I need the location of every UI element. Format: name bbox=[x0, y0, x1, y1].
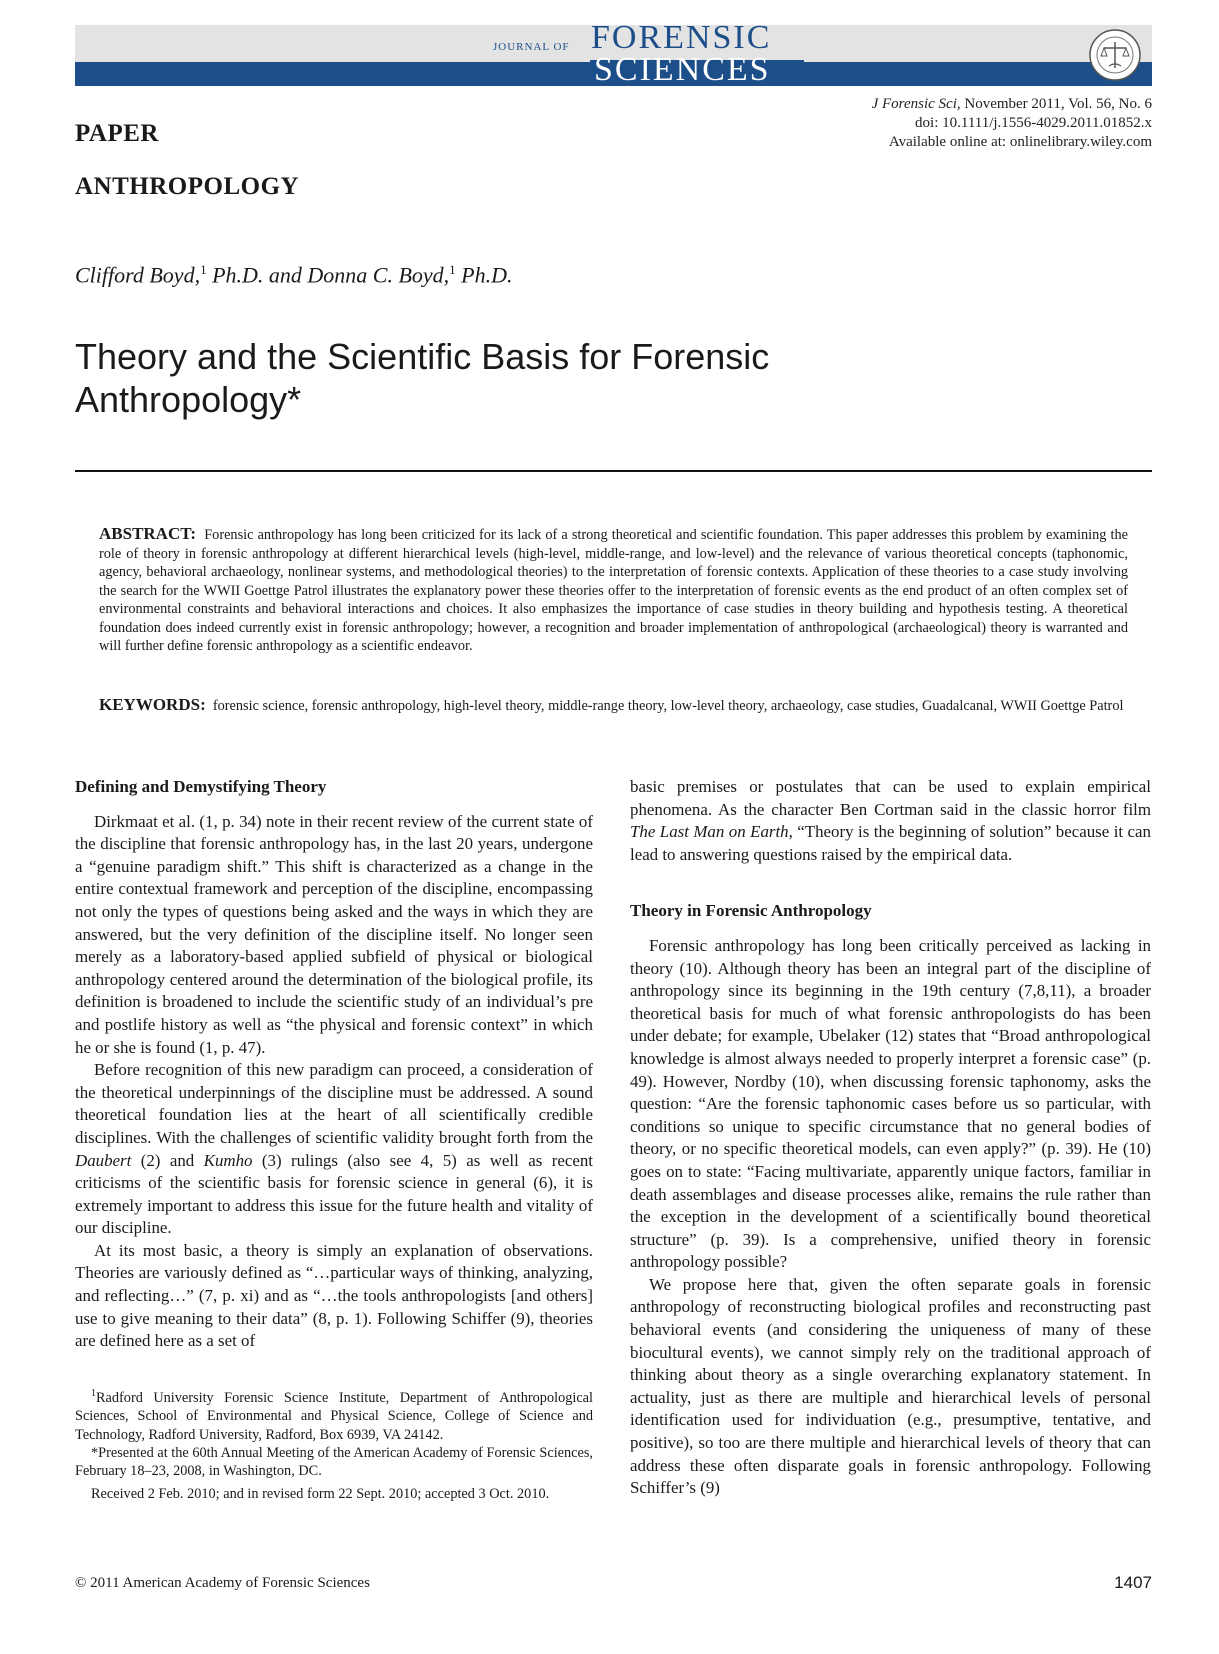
case-name-daubert: Daubert bbox=[75, 1150, 132, 1170]
abstract bbox=[99, 525, 1128, 656]
abstract-text: Forensic anthropology has long been criticized for its lack of a strong theoretical and scientific foundation. This paper addresses this problem by examining the role of theory in forensic anthropology at different hierarchical levels (high-level, middle-range, and low-level) and the relevance of various theoretical concepts (taphonomic, agency, behavioral archaeology, nonlinear systems, and methodological theories) to the interpretation of forensic contexts. Application of these theories to a case study involving the search for the WWII Goettge Patrol illustrates the explanatory power these theories offer to the interpretation of forensic events as the end product of an often complex set of environmental constraints and behavioral interactions and choices. It also emphasizes the importance of case studies in theory building and hypothesis testing. A theoretical foundation does indeed currently exist in forensic anthropology; however, a recognition and broader implementation of anthropological (archaeological) theory is warranted and will further define forensic anthropology as a scientific endeavor. bbox=[99, 527, 1128, 654]
paragraph-text: Before recognition of this new paradigm can proceed, a consideration of the theoretical underpinnings of the discipline must be addressed. A sound theoretical foundation lies at the heart of all scientifically credible disciplines. With the challenges of scientific validity brought forth from the bbox=[75, 1060, 593, 1147]
case-name-kumho: Kumho bbox=[203, 1150, 253, 1170]
paragraph-text: (3) rulings (also see 4, 5) as well as recent criticisms of the scientific basis for forensic science in general (6), it is extremely important to address this issue for the future health and vitality of our discipline. bbox=[75, 1150, 593, 1238]
keywords-label: KEYWORDS: bbox=[99, 695, 206, 714]
author-1-affiliation: 1 bbox=[200, 262, 207, 277]
body-column-right bbox=[630, 776, 1151, 1500]
paragraph: Dirkmaat et al. (1, p. 34) note in their recent review of the current state of the discipline that forensic anthropology has, in the last 20 years, undergone a “genuine paradigm shift.” This shift is characterized as a change in the entire contextual framework and perception of the discipline, encompassing not only the types of questions being asked and the ways in which they are answered, but the very definition of the discipline itself. No longer seen merely as a laboratory-based applied subfield of physical or biological anthropology centered around the determination of the biological profile, its definition is broadened to include the scientific study of an individual’s pre and postlife history as well as “the physical and forensic context” in which he or she is found (1, p. 47). bbox=[75, 811, 593, 1057]
author-2-affiliation: 1 bbox=[449, 262, 456, 277]
title-rule bbox=[75, 470, 1152, 472]
section-subtype: ANTHROPOLOGY bbox=[75, 173, 300, 200]
journal-word-forensic: FORENSIC bbox=[591, 19, 772, 56]
copyright: © 2011 American Academy of Forensic Sciences bbox=[75, 1575, 370, 1591]
citation-online: Available online at: onlinelibrary.wiley.com bbox=[888, 134, 1152, 150]
paragraph: We propose here that, given the often separate goals in forensic anthropology of reconstructing biological profiles and reconstructing past behavioral events (and considering the uniqueness of many of these biocultural events), we cannot simply rely on the traditional approach of thinking about theory as a single overarching explanatory statement. In actuality, just as there are multiple and hierarchical levels of personal identification used for individuation (e.g., presumptive, tentative, and positive), so too are there multiple and hierarchical levels of theory that can address these often disparate goals in forensic anthropology. Following Schiffer’s (9) bbox=[630, 1274, 1151, 1498]
body-column-left bbox=[75, 776, 593, 1353]
footnote-received: Received 2 Feb. 2010; and in revised form 22 Sept. 2010; accepted 3 Oct. 2010. bbox=[91, 1485, 550, 1502]
paragraph bbox=[75, 1059, 593, 1240]
paragraph-text: (2) and bbox=[131, 1150, 204, 1170]
abstract-label: ABSTRACT: bbox=[99, 524, 196, 543]
section-type: PAPER bbox=[75, 120, 159, 147]
keywords-text: forensic science, forensic anthropology, high-level theory, middle-range theory, low-level theory, archaeology, case studies, Guadalcanal, WWII Goettge Patrol bbox=[212, 698, 1124, 714]
paragraph bbox=[630, 776, 1151, 866]
author-1: Clifford Boyd, bbox=[75, 262, 201, 288]
journal-logo bbox=[415, 19, 815, 88]
paper-title: Theory and the Scientific Basis for Forensic Anthropology* bbox=[75, 336, 770, 420]
paragraph-text: , “Theory is the beginning of solution” because it can lead to answering questions raised by the empirical data. bbox=[630, 822, 1151, 864]
film-title: The Last Man on Earth bbox=[630, 822, 789, 842]
footnotes bbox=[75, 1385, 593, 1503]
footnote-text: Radford University Forensic Science Institute, Department of Anthropological Sciences, School of Environmental and Physical Science, College of Science and Technology, Radford University, Radford, Box 6939, VA 24142. bbox=[75, 1389, 593, 1443]
academy-seal-icon bbox=[1088, 28, 1142, 82]
citation-issue: November 2011, Vol. 56, No. 6 bbox=[960, 96, 1152, 112]
page-number: 1407 bbox=[1114, 1573, 1152, 1592]
citation-doi: doi: 10.1111/j.1556-4029.2011.01852.x bbox=[915, 115, 1152, 131]
keywords bbox=[99, 696, 1128, 716]
author-list bbox=[75, 262, 513, 288]
citation-journal: J Forensic Sci, bbox=[871, 96, 961, 112]
journal-word-sciences: SCIENCES bbox=[594, 51, 771, 88]
footnote-presented: *Presented at the 60th Annual Meeting of the American Academy of Forensic Sciences, February 18–23, 2008, in Washington, DC. bbox=[75, 1444, 593, 1480]
section-heading: Defining and Demystifying Theory bbox=[75, 777, 327, 796]
footnote-affiliation bbox=[75, 1385, 593, 1444]
paragraph-text: basic premises or postulates that can be used to explain empirical phenomena. As the character Ben Cortman said in the classic horror film bbox=[630, 777, 1151, 819]
section-heading: Theory in Forensic Anthropology bbox=[630, 901, 872, 921]
citation-block bbox=[872, 95, 1152, 152]
author-2: Ph.D. and Donna C. Boyd, bbox=[206, 262, 450, 288]
citation-journal-line bbox=[872, 95, 1152, 114]
journal-banner bbox=[75, 19, 1152, 88]
paragraph: Forensic anthropology has long been critically perceived as lacking in theory (10). Although theory has been an integral part of the discipline of anthropology since its beginning in the 19th century (7,8,11), a broader theoretical basis for much of what forensic anthropologists do has been under debate; for example, Ubelaker (12) states that “Broad anthropological knowledge is almost always needed to properly interpret a forensic case” (p. 49). However, Nordby (10), when discussing forensic taphonomy, asks the question: “Are the forensic taphonomic cases before us so particular, with conditions so unique to specific circumstance that no general bodies of theory, or no specific theoretical models, can even apply?” (p. 39). He (10) goes on to state: “Facing multivariate, apparently unique factors, familiar in death assemblages and disease processes alike, remains the rule rather than the exception in the development of a scientifically bound theoretical structure” (p. 39). Is a comprehensive, unified theory in forensic anthropology possible? bbox=[630, 935, 1151, 1272]
footnote-marker: 1 bbox=[91, 1388, 96, 1399]
author-suffix: Ph.D. bbox=[455, 262, 513, 288]
paragraph: At its most basic, a theory is simply an explanation of observations. Theories are variously defined as “…particular ways of thinking, analyzing, and reflecting…” (7, p. xi) and as “…the tools anthropologists [and others] use to give meaning to their data” (8, p. 1). Following Schiffer (9), theories are defined here as a set of bbox=[75, 1240, 593, 1351]
journal-prefix: JOURNAL OF bbox=[493, 41, 570, 53]
